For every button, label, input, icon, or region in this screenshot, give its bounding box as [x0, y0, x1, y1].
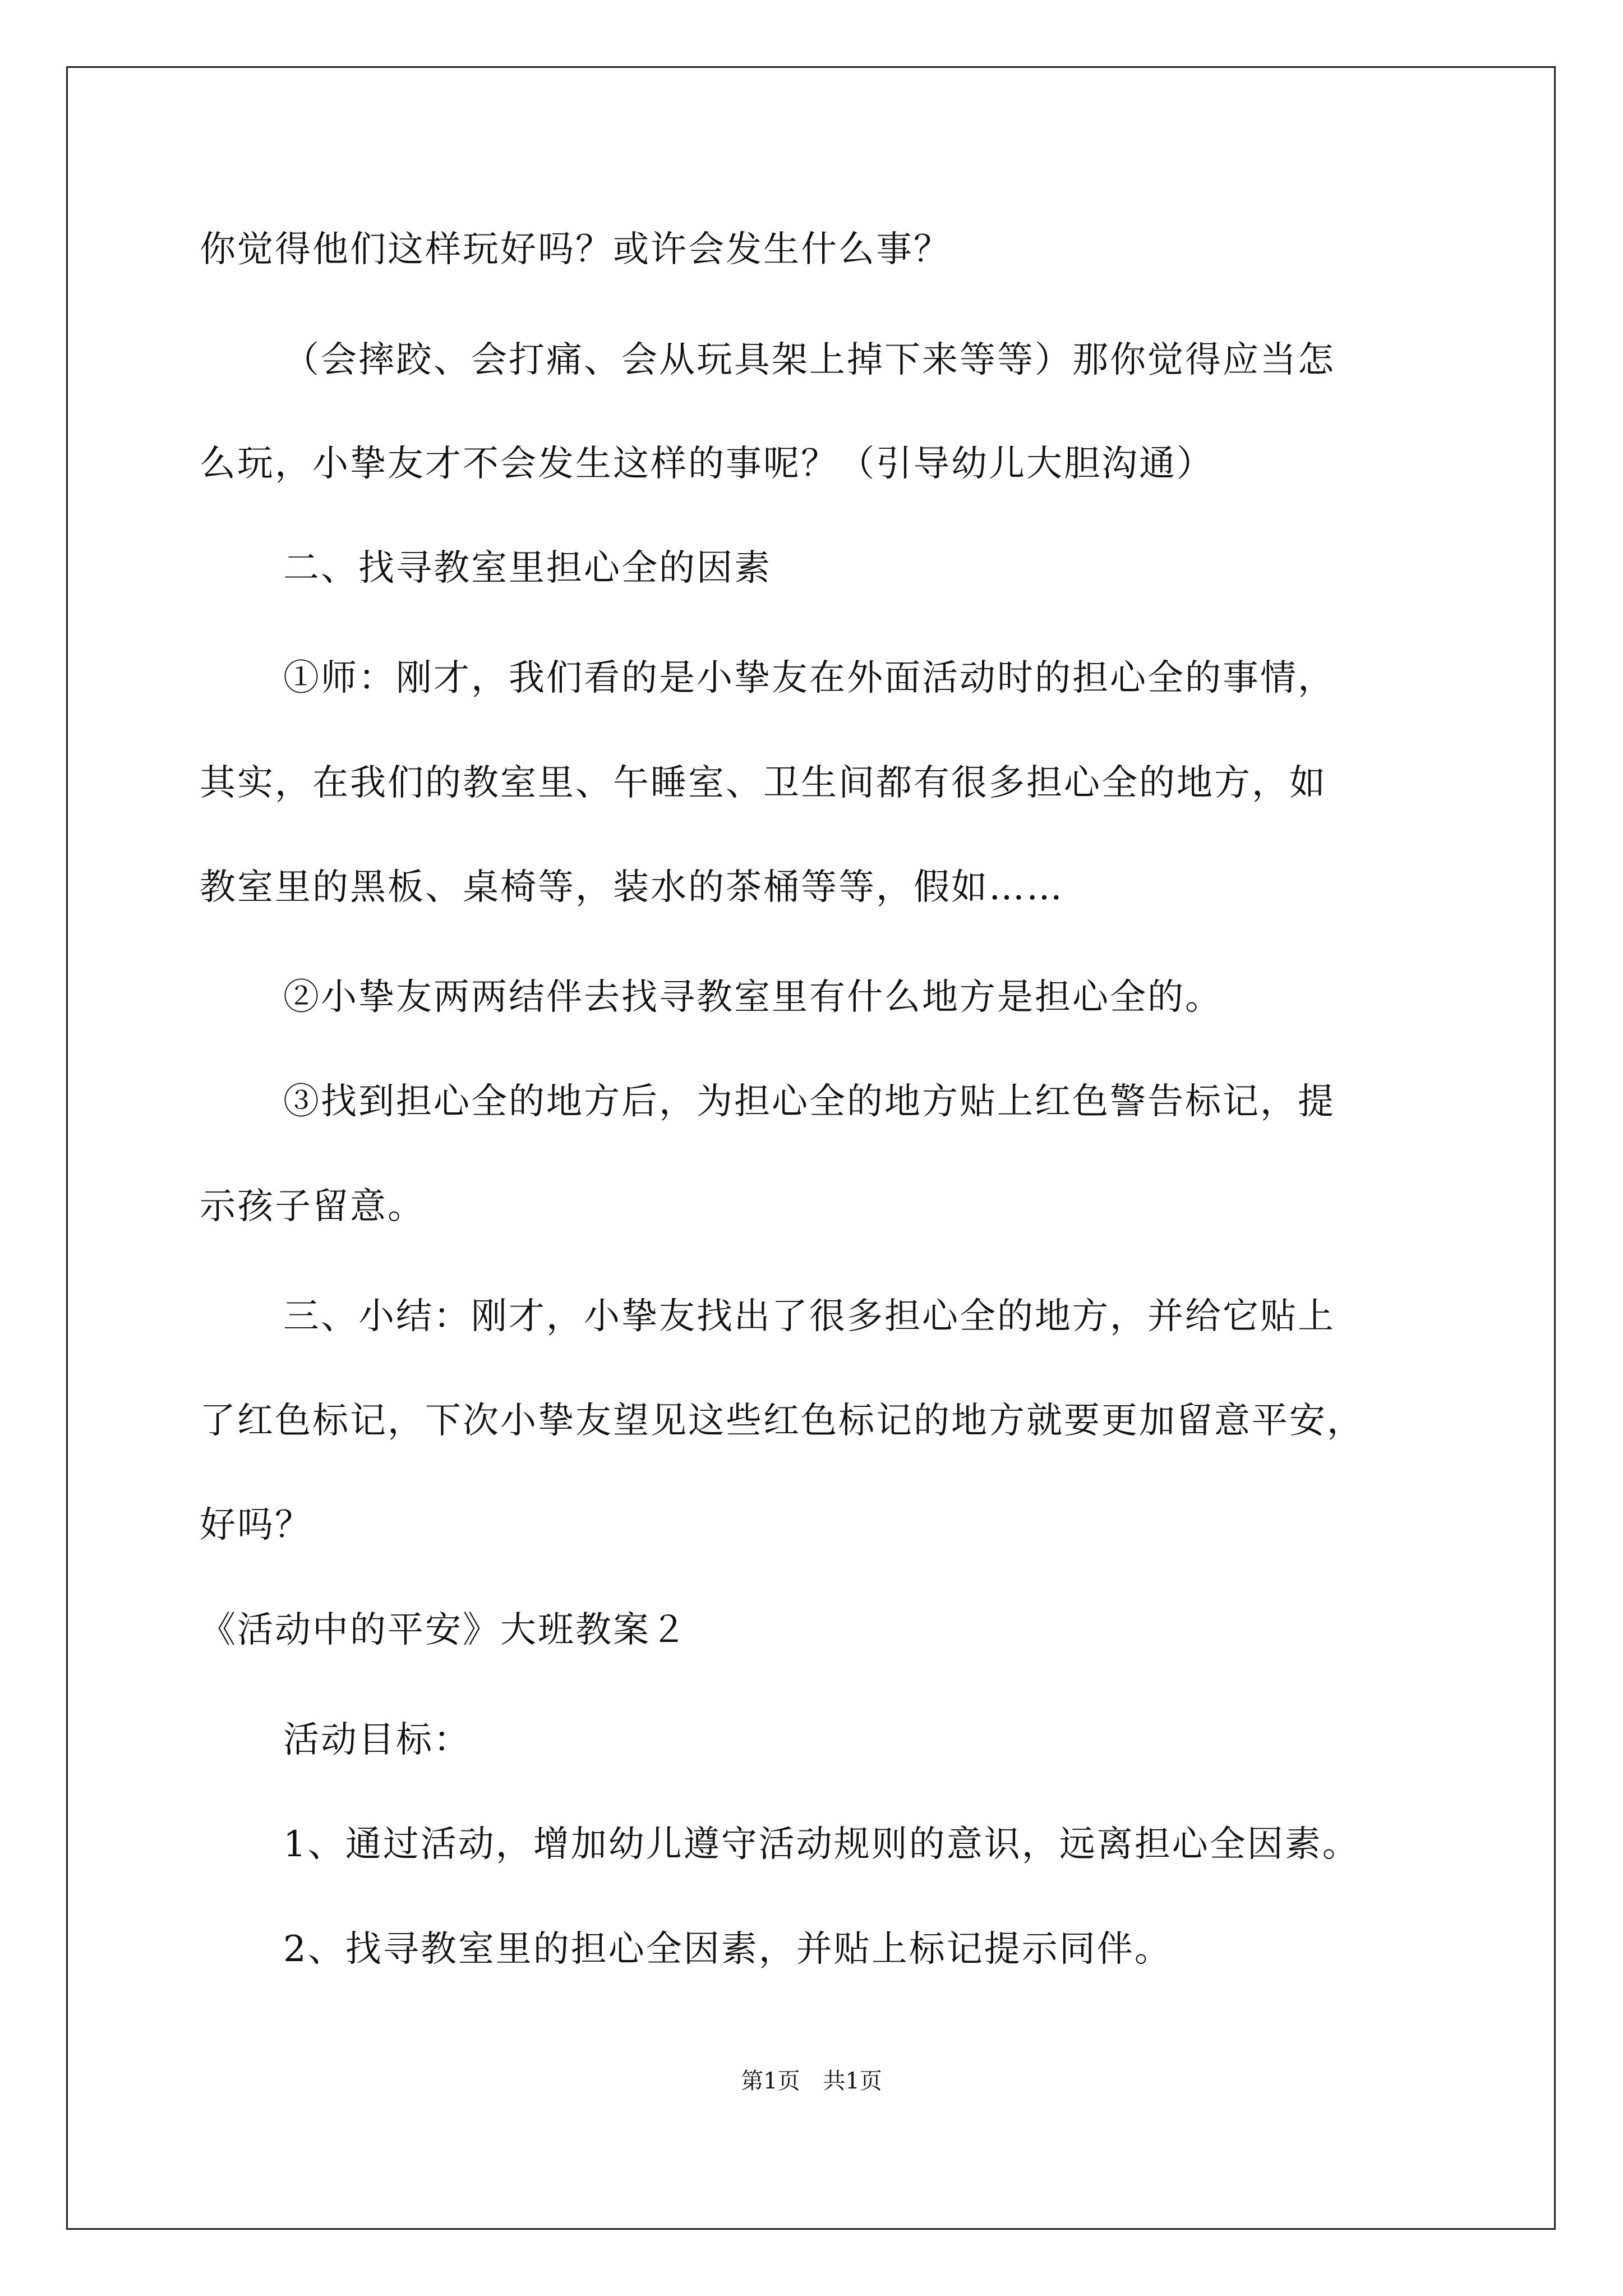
text-line: 教室里的黑板、桌椅等，装水的茶桶等等，假如……	[200, 867, 1064, 908]
text-line: 三、小结：刚才，小挚友找出了很多担心全的地方，并给它贴上	[283, 1296, 1335, 1337]
page-total: 共1页	[823, 2068, 882, 2094]
text-line: 了红色标记，下次小挚友望见这些红色标记的地方就要更加留意平安，	[200, 1400, 1364, 1442]
page-number: 第1页	[741, 2068, 800, 2094]
section-heading: 活动目标：	[283, 1719, 471, 1761]
text-line: 好吗？	[200, 1504, 312, 1546]
text-line: 1、通过活动，增加幼儿遵守活动规则的意识，远离担心全因素。	[283, 1824, 1360, 1865]
text-line: （会摔跤、会打痛、会从玩具架上掉下来等等）那你觉得应当怎	[283, 339, 1335, 381]
text-line: 示孩子留意。	[200, 1186, 425, 1227]
text-line: ②小挚友两两结伴去找寻教室里有什么地方是担心全的。	[283, 977, 1223, 1018]
section-title: 《活动中的平安》大班教案２	[200, 1609, 688, 1651]
page-border	[66, 66, 1556, 2230]
text-line: 其实，在我们的教室里、午睡室、卫生间都有很多担心全的地方，如	[200, 762, 1327, 804]
text-line: 么玩，小挚友才不会发生这样的事呢？（引导幼儿大胆沟通）	[200, 443, 1214, 485]
text-line: 你觉得他们这样玩好吗？或许会发生什么事？	[200, 229, 951, 270]
text-line: ③找到担心全的地方后，为担心全的地方贴上红色警告标记，提	[283, 1081, 1335, 1122]
section-heading: 二、找寻教室里担心全的因素	[283, 547, 772, 589]
text-line: 2、找寻教室里的担心全因素，并贴上标记提示同伴。	[283, 1929, 1172, 1970]
page-footer	[0, 2064, 1623, 2098]
text-line: ①师：刚才，我们看的是小挚友在外面活动时的担心全的事情，	[283, 657, 1335, 699]
